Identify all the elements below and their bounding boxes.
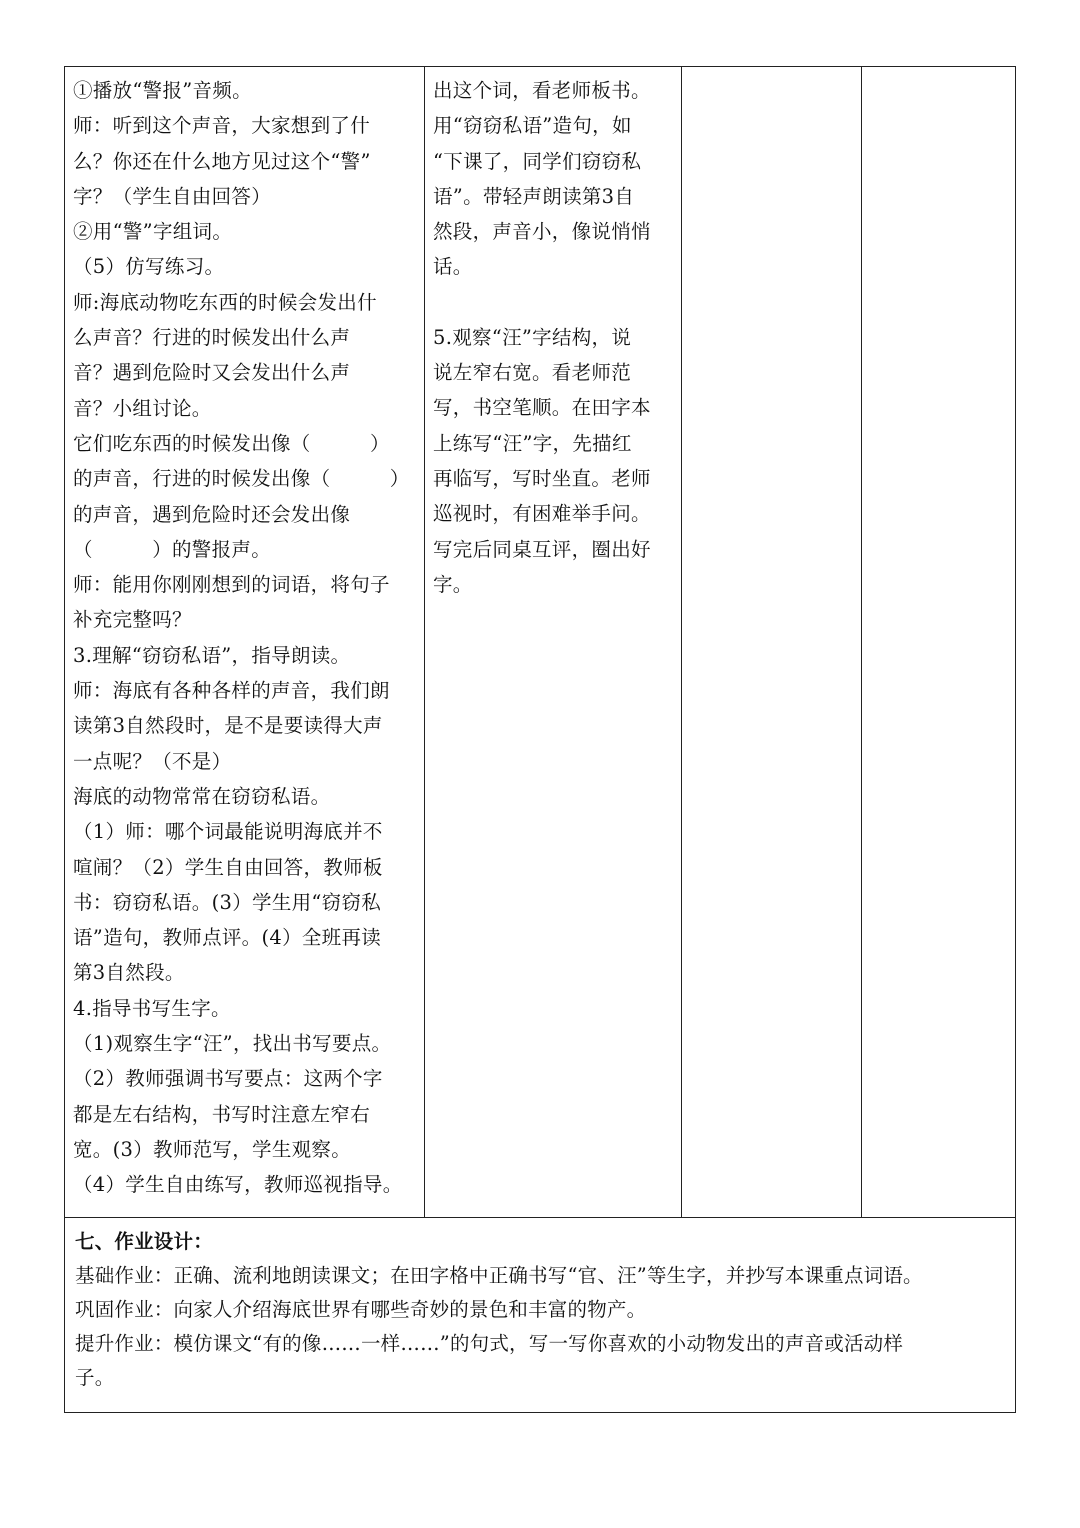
text-line: 的声音，遇到危险时还会发出像 [73,502,351,526]
text-line: 上练写“汪”字，先描红 [433,431,632,455]
text-line: （4）学生自由练写，教师巡视指导。 [73,1173,403,1197]
homework-line: 子。 [75,1366,115,1389]
text-line: 字？（学生自由回答） [73,184,272,208]
text-line: 师：能用你刚刚想到的词语，将句子 [73,573,390,597]
lesson-plan-table [64,66,1016,1413]
text-line: 出这个词，看老师板书。 [433,79,651,102]
text-line: 然段，声音小，像说悄悄 [433,220,651,244]
text-line: 补充完整吗？ [73,608,192,632]
column-divider [681,67,682,1217]
homework-line: 巩固作业：向家人介绍海底世界有哪些奇妙的景色和丰富的物产。 [75,1298,647,1321]
text-line: 师：海底有各种各样的声音，我们朗 [73,679,390,703]
homework-line: 提升作业：模仿课文“有的像……一样……”的句式，写一写你喜欢的小动物发出的声音或活动样 [75,1332,904,1355]
text-line: 巡视时，有困难举手问。 [433,502,651,526]
text-line: 读第3自然段时，是不是要读得大声 [73,714,383,738]
text-line: 喧闹？（2）学生自由回答，教师板 [73,855,383,879]
text-line: 么？你还在什么地方见过这个“警” [73,149,371,173]
text-line: 写，书空笔顺。在田字本 [433,396,651,420]
text-line: （1)观察生字“汪”，找出书写要点。 [73,1032,392,1056]
text-line: 再临写，写时坐直。老师 [433,466,651,490]
text-line: 说左窄右宽。看老师范 [433,361,632,385]
row-divider [65,1217,1015,1218]
text-line: （2）教师强调书写要点：这两个字 [73,1067,383,1091]
text-line: 书：窃窃私语。(3）学生用“窃窃私 [73,890,382,914]
text-line: （5）仿写练习。 [73,255,225,279]
text-line: 的声音，行进的时候发出像（ ） [73,467,410,491]
text-line: 海底的动物常常在窃窃私语。 [73,784,331,808]
homework-line: 基础作业：正确、流利地朗读课文；在田字格中正确书写“官、汪”等生字，并抄写本课重点词语。 [75,1264,923,1287]
teacher-activity-cell [73,73,421,1203]
text-line: 音？小组讨论。 [73,396,212,420]
text-line: 用“窃窃私语”造句，如 [433,114,632,138]
text-line: 字。 [433,572,473,596]
text-line: 4.指导书写生字。 [73,996,231,1020]
homework-section [75,1225,1011,1395]
column-divider [861,67,862,1217]
text-line: 写完后同桌互评，圈出好 [433,537,651,561]
text-line: 5.观察“汪”字结构，说 [433,325,632,349]
text-line: 语”。带轻声朗读第3自 [433,184,635,208]
text-line: 第3自然段。 [73,961,185,985]
text-line: 都是左右结构，书写时注意左窄右 [73,1102,371,1126]
text-line: “下课了，同学们窃窃私 [433,149,642,173]
homework-title: 七、作业设计： [75,1230,213,1253]
text-line: 么声音？行进的时候发出什么声 [73,326,351,350]
text-line: ②用“警”字组词。 [73,220,233,244]
text-line: 语”造句，教师点评。(4）全班再读 [73,926,382,950]
text-line: 一点呢？（不是） [73,749,232,773]
text-line: （1）师：哪个词最能说明海底并不 [73,820,383,844]
text-line: 它们吃东西的时候发出像（ ） [73,431,390,455]
student-activity-cell [433,73,679,602]
text-line: （ ）的警报声。 [73,537,272,561]
text-line: 宽。(3）教师范写，学生观察。 [73,1137,352,1161]
text-line: ①播放“警报”音频。 [73,79,252,102]
text-line: 师：听到这个声音，大家想到了什 [73,114,371,138]
text-line: 师:海底动物吃东西的时候会发出什 [73,290,377,314]
column-divider [424,67,425,1217]
text-line: 3.理解“窃窃私语”，指导朗读。 [73,643,351,667]
text-line: 话。 [433,255,473,279]
text-line: 音？遇到危险时又会发出什么声 [73,361,351,385]
